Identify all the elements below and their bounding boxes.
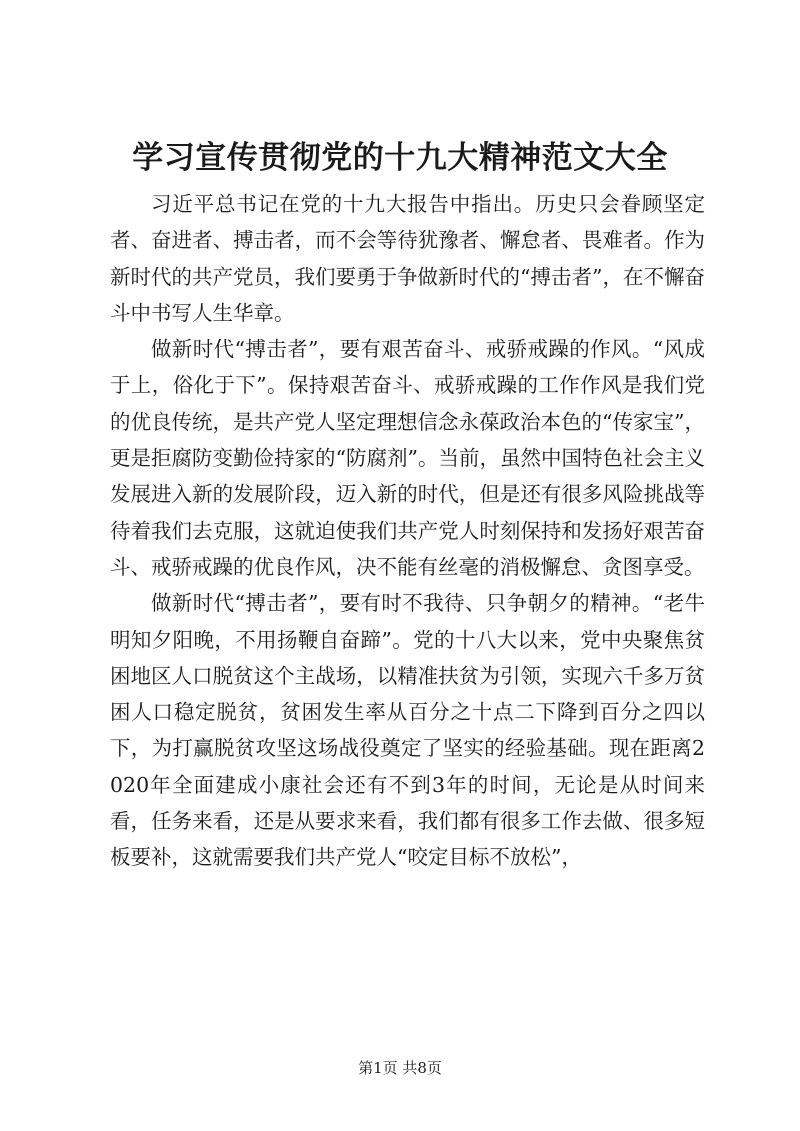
document-title: 学习宣传贯彻党的十九大精神范文大全 xyxy=(132,140,668,176)
document-body xyxy=(110,186,705,876)
paragraph-3: 做新时代“搏击者”，要有时不我待、只争朝夕的精神。“老牛明知夕阳晚，不用扬鞭自奋蹄”。党的十八大以来，党中央聚焦贫困地区人口脱贫这个主战场，以精准扶贫为引领，实现六千多万贫困人口稳定脱贫，贫困发生率从百分之十点二下降到百分之四以下，为打赢脱贫攻坚这场战役奠定了坚实的经验基础。现在距离2020年全面建成小康社会还有不到3年的时间，无论是从时间来看，任务来看，还是从要求来看，我们都有很多工作去做、很多短板要补，这就需要我们共产党人“咬定目标不放松”， xyxy=(110,591,705,870)
page-footer: 第1页 共8页 xyxy=(358,1059,442,1077)
paragraph-1: 习近平总书记在党的十九大报告中指出。历史只会眷顾坚定者、奋进者、搏击者，而不会等待犹豫者、懈怠者、畏难者。作为新时代的共产党员，我们要勇于争做新时代的“搏击者”，在不懈奋斗中书写人生华章。 xyxy=(110,192,705,325)
paragraph-2: 做新时代“搏击者”，要有艰苦奋斗、戒骄戒躁的作风。“风成于上，俗化于下”。保持艰苦奋斗、戒骄戒躁的工作作风是我们党的优良传统，是共产党人坚定理想信念永葆政治本色的“传家宝”，更是拒腐防变勤俭持家的“防腐剂”。当前，虽然中国特色社会主义发展进入新的发展阶段，迈入新的时代，但是还有很多风险挑战等待着我们去克服，这就迫使我们共产党人时刻保持和发扬好艰苦奋斗、戒骄戒躁的优良作风，决不能有丝毫的消极懈怠、贪图享受。 xyxy=(110,337,705,579)
